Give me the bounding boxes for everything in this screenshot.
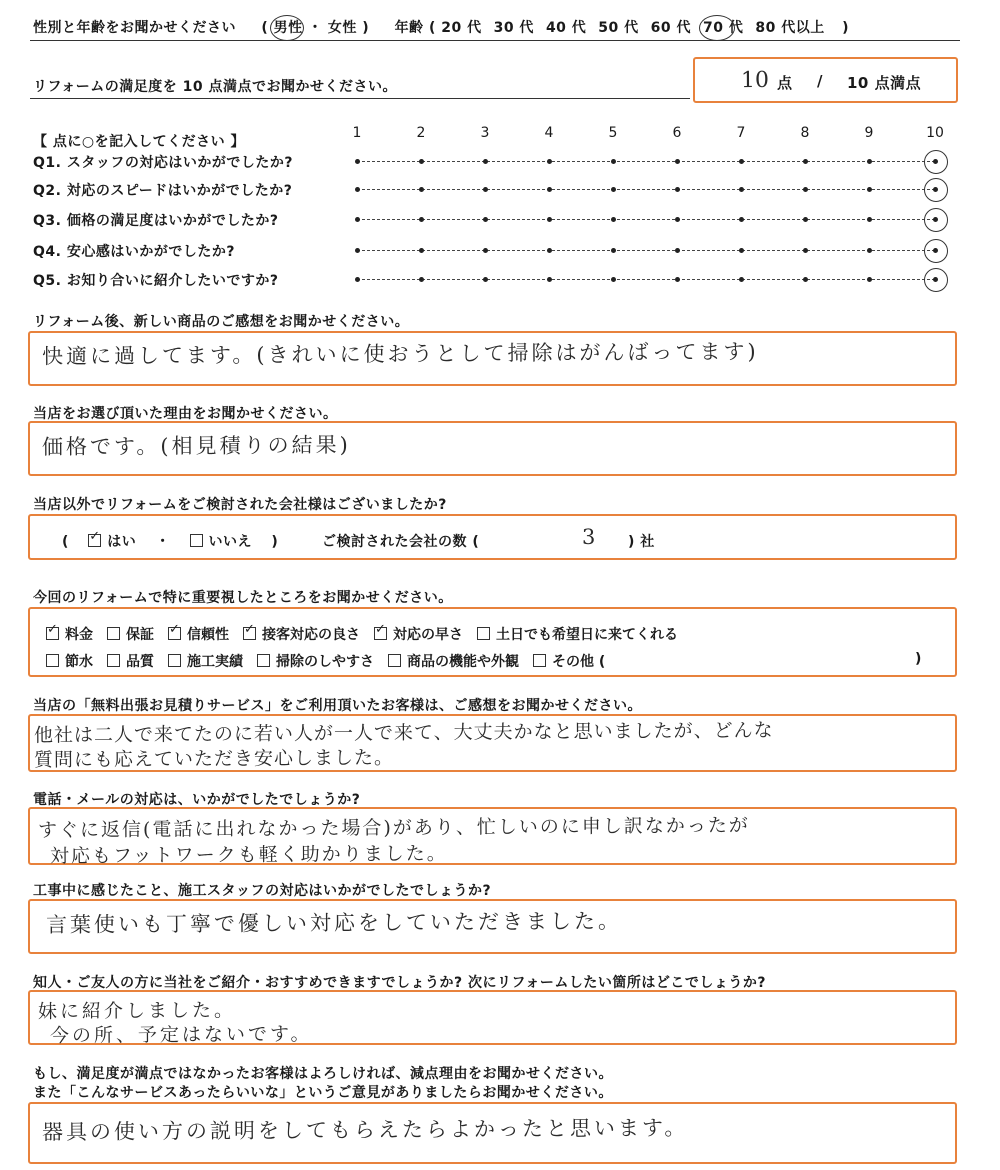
s5-question: 当店の「無料出張お見積りサービス」をご利用頂いたお客様は、ご感想をお聞かせください。 <box>33 698 642 714</box>
rating-point[interactable] <box>355 217 360 222</box>
age-open: ( <box>428 20 436 36</box>
rating-point[interactable] <box>483 217 488 222</box>
checkbox-empty-icon <box>107 627 120 640</box>
rating-scale-line <box>357 161 935 162</box>
rating-point[interactable] <box>867 159 872 164</box>
scale-number: 7 <box>736 125 746 141</box>
scale-number: 4 <box>544 125 554 141</box>
rating-point[interactable] <box>419 248 424 253</box>
scale-number: 6 <box>672 125 682 141</box>
score-slash: / <box>817 72 823 90</box>
s5-answer-line2: 質問にも応えていただき安心しました。 <box>33 746 395 772</box>
gender-sep: ・ <box>308 20 323 36</box>
s3-question: 当店以外でリフォームをご検討された会社様はございましたか? <box>33 497 447 513</box>
s7-answer: 言葉使いも丁寧で優しい対応をしていただきました。 <box>45 908 623 938</box>
checkbox-empty-icon <box>388 654 401 667</box>
priority-option-label: 信頼性 <box>187 627 229 643</box>
rating-point[interactable] <box>611 217 616 222</box>
priority-option-label: 保証 <box>126 627 154 643</box>
rating-point[interactable] <box>803 159 808 164</box>
s4-other-close: ) <box>915 651 922 667</box>
s3-close: ) <box>271 534 279 550</box>
s3-dot: ・ <box>155 534 171 550</box>
rating-point[interactable] <box>547 159 552 164</box>
s7-answer-box[interactable] <box>28 899 957 954</box>
priority-option[interactable] <box>257 651 374 671</box>
checkbox-empty-icon <box>257 654 270 667</box>
rating-point[interactable] <box>547 277 552 282</box>
s4-question: 今回のリフォームで特に重要視したところをお聞かせください。 <box>33 590 453 606</box>
rating-point[interactable] <box>675 217 680 222</box>
rating-circle-mark <box>924 208 948 232</box>
satisfaction-score-box[interactable] <box>693 57 958 103</box>
checkbox-empty-icon <box>533 654 546 667</box>
s9-answer: 器具の使い方の説明をしてもらえたらよかったと思います。 <box>41 1115 689 1145</box>
rating-point[interactable] <box>739 277 744 282</box>
gender-label: 性別と年齢をお聞かせください <box>33 20 236 36</box>
checkbox-empty-icon <box>107 654 120 667</box>
priority-option[interactable] <box>243 624 360 644</box>
rating-point[interactable] <box>419 277 424 282</box>
gender-close: ) <box>362 20 370 36</box>
checkbox-checked-icon <box>88 534 101 547</box>
age-option[interactable]: 20 代 <box>441 20 482 36</box>
s1-answer-box[interactable] <box>28 331 957 386</box>
checkbox-empty-icon <box>477 627 490 640</box>
checkbox-checked-icon <box>46 627 59 640</box>
priority-option-label: 対応の早さ <box>393 627 463 643</box>
s2-answer-box[interactable] <box>28 421 957 476</box>
age-close: ) <box>842 20 850 36</box>
rating-point[interactable] <box>483 159 488 164</box>
rating-point[interactable] <box>675 159 680 164</box>
rating-point[interactable] <box>739 187 744 192</box>
s9-question-line2: また「こんなサービスあったらいいな」というご意見がありましたらお聞かせください。 <box>33 1085 613 1101</box>
rating-point[interactable] <box>547 248 552 253</box>
priority-option[interactable] <box>46 624 93 644</box>
priority-option-label: 商品の機能や外観 <box>407 654 519 670</box>
gender-female-option[interactable]: 女性 <box>327 20 357 36</box>
score-max: 10 点満点 <box>847 74 922 92</box>
priority-option-label: 土日でも希望日に来てくれる <box>496 627 678 643</box>
rating-point[interactable] <box>739 217 744 222</box>
rating-question-label: Q2. 対応のスピードはいかがでしたか? <box>33 183 293 199</box>
priority-option[interactable] <box>477 624 678 644</box>
rating-point[interactable] <box>675 248 680 253</box>
priority-option[interactable] <box>168 651 243 671</box>
rating-scale-line <box>357 219 935 220</box>
rating-point[interactable] <box>419 159 424 164</box>
scale-number: 1 <box>352 125 362 141</box>
scale-number: 3 <box>480 125 490 141</box>
scale-number: 10 <box>926 125 944 141</box>
s3-answer-box <box>28 514 957 560</box>
header-rule <box>30 40 960 41</box>
s3-yes-option[interactable]: ✓ はい <box>88 534 136 550</box>
priority-option-label: 接客対応の良さ <box>262 627 360 643</box>
rating-point[interactable] <box>483 248 488 253</box>
circle-mark <box>699 15 735 41</box>
s5-answer-line1: 他社は二人で来てたのに若い人が一人で来て、大丈夫かなと思いましたが、どんな <box>33 719 774 747</box>
gender-male-option[interactable]: 男性 <box>274 20 308 36</box>
checkbox-empty-icon <box>168 654 181 667</box>
rating-circle-mark <box>924 150 948 174</box>
s2-question: 当店をお選び頂いた理由をお聞かせください。 <box>33 406 338 422</box>
rating-scale-line <box>357 279 935 280</box>
scale-number: 2 <box>416 125 426 141</box>
rating-question-label: Q5. お知り合いに紹介したいですか? <box>33 273 279 289</box>
satisfaction-rule <box>30 98 690 99</box>
s3-count-label: ご検討された会社の数 ( <box>322 534 480 550</box>
s6-answer-box[interactable] <box>28 807 957 868</box>
rating-point[interactable] <box>355 248 360 253</box>
rating-point[interactable] <box>355 187 360 192</box>
age-label: 年齢 <box>394 20 424 36</box>
rating-point[interactable] <box>867 217 872 222</box>
priority-option[interactable] <box>107 624 154 644</box>
rating-point[interactable] <box>803 217 808 222</box>
checkbox-empty-icon <box>190 534 203 547</box>
rating-point[interactable] <box>867 277 872 282</box>
rating-question-label: Q4. 安心感はいかがでしたか? <box>33 244 235 260</box>
age-option[interactable]: 60 代 <box>650 20 692 36</box>
checkbox-checked-icon <box>374 627 387 640</box>
s9-answer-box[interactable] <box>28 1102 957 1164</box>
s3-no-option[interactable]: いいえ <box>190 534 253 550</box>
age-options <box>441 20 837 36</box>
rating-point[interactable] <box>611 248 616 253</box>
priority-option-label: 掃除のしやすさ <box>276 654 374 670</box>
satisfaction-score: 10 <box>740 67 770 94</box>
rating-point[interactable] <box>611 159 616 164</box>
s7-question: 工事中に感じたこと、施工スタッフの対応はいかがでしたでしょうか? <box>33 883 492 899</box>
s8-answer-line1: 妹に紹介しました。 <box>37 999 237 1023</box>
rating-point[interactable] <box>803 248 808 253</box>
rating-question-label: Q1. スタッフの対応はいかがでしたか? <box>33 155 293 171</box>
gender-age-row <box>33 17 849 37</box>
priority-option[interactable] <box>168 624 229 644</box>
s5-answer-box[interactable] <box>28 714 957 772</box>
rating-point[interactable] <box>419 217 424 222</box>
s8-question: 知人・ご友人の方に当社をご紹介・おすすめできますでしょうか? 次にリフォームしたい箇所はどこでしょうか? <box>33 975 766 991</box>
s8-answer-line2: 今の所、予定はないです。 <box>49 1023 313 1047</box>
rating-point[interactable] <box>739 248 744 253</box>
s8-answer-box[interactable] <box>28 990 957 1045</box>
age-option[interactable]: 30 代 <box>493 20 534 36</box>
rating-point[interactable] <box>675 187 680 192</box>
scale-number: 8 <box>800 125 810 141</box>
s6-answer-line1: すぐに返信(電話に出れなかった場合)があり、忙しいのに申し訳なかったが <box>37 814 750 842</box>
s4-answer-box <box>28 607 957 677</box>
circle-mark <box>270 15 304 41</box>
rating-point[interactable] <box>483 277 488 282</box>
priority-option[interactable] <box>374 624 463 644</box>
rating-point[interactable] <box>803 277 808 282</box>
priority-option-label: 節水 <box>65 654 93 670</box>
rating-point[interactable] <box>803 187 808 192</box>
s3-count-unit: ) 社 <box>628 534 655 550</box>
s3-yesno-row <box>62 531 278 551</box>
s6-question: 電話・メールの対応は、いかがでしたでしょうか? <box>33 792 361 808</box>
age-option[interactable]: 50 代 <box>598 20 639 36</box>
s6-answer-line2: 対応もフットワークも軽く助かりました。 <box>49 842 448 868</box>
rating-point[interactable] <box>419 187 424 192</box>
priority-option-label: その他 ( <box>552 654 606 670</box>
s2-answer: 価格です。(相見積りの結果) <box>41 432 351 460</box>
rating-instruction: 【 点に○を記入してください 】 <box>33 134 245 150</box>
priority-option[interactable] <box>533 651 605 671</box>
s3-open: ( <box>62 534 69 550</box>
rating-circle-mark <box>924 239 948 263</box>
s1-question: リフォーム後、新しい商品のご感想をお聞かせください。 <box>33 314 410 330</box>
rating-point[interactable] <box>355 277 360 282</box>
s3-count-value[interactable]: 3 <box>581 524 599 550</box>
s9-question-line1: もし、満足度が満点ではなかったお客様はよろしければ、減点理由をお聞かせください。 <box>33 1066 613 1082</box>
s1-answer: 快適に過してます。(きれいに使おうとして掃除はがんばってます) <box>41 339 759 369</box>
rating-point[interactable] <box>547 187 552 192</box>
rating-point[interactable] <box>355 159 360 164</box>
checkbox-checked-icon <box>243 627 256 640</box>
checkbox-empty-icon <box>46 654 59 667</box>
rating-circle-mark <box>924 178 948 202</box>
priority-option[interactable] <box>388 651 519 671</box>
rating-scale-line <box>357 189 935 190</box>
priority-option[interactable] <box>107 651 154 671</box>
s4-options-row1 <box>46 624 678 644</box>
age-option[interactable]: 40 代 <box>545 20 587 36</box>
rating-point[interactable] <box>867 187 872 192</box>
rating-point[interactable] <box>739 159 744 164</box>
rating-scale-line <box>357 250 935 251</box>
s4-options-row2 <box>46 651 605 671</box>
priority-option[interactable] <box>46 651 93 671</box>
age-option[interactable]: 70 代 <box>703 20 743 36</box>
checkbox-checked-icon <box>168 627 181 640</box>
scale-number: 5 <box>608 125 618 141</box>
rating-point[interactable] <box>867 248 872 253</box>
score-unit: 点 <box>777 74 793 92</box>
priority-option-label: 品質 <box>126 654 154 670</box>
rating-point[interactable] <box>611 187 616 192</box>
priority-option-label: 施工実績 <box>187 654 243 670</box>
rating-point[interactable] <box>547 217 552 222</box>
age-option[interactable]: 80 代以上 <box>755 20 825 36</box>
scale-number: 9 <box>864 125 874 141</box>
priority-option-label: 料金 <box>65 627 93 643</box>
satisfaction-question: リフォームの満足度を 10 点満点でお聞かせください。 <box>33 79 398 95</box>
rating-circle-mark <box>924 268 948 292</box>
rating-point[interactable] <box>483 187 488 192</box>
rating-question-label: Q3. 価格の満足度はいかがでしたか? <box>33 213 279 229</box>
gender-open: ( <box>261 20 269 36</box>
rating-point[interactable] <box>611 277 616 282</box>
rating-point[interactable] <box>675 277 680 282</box>
